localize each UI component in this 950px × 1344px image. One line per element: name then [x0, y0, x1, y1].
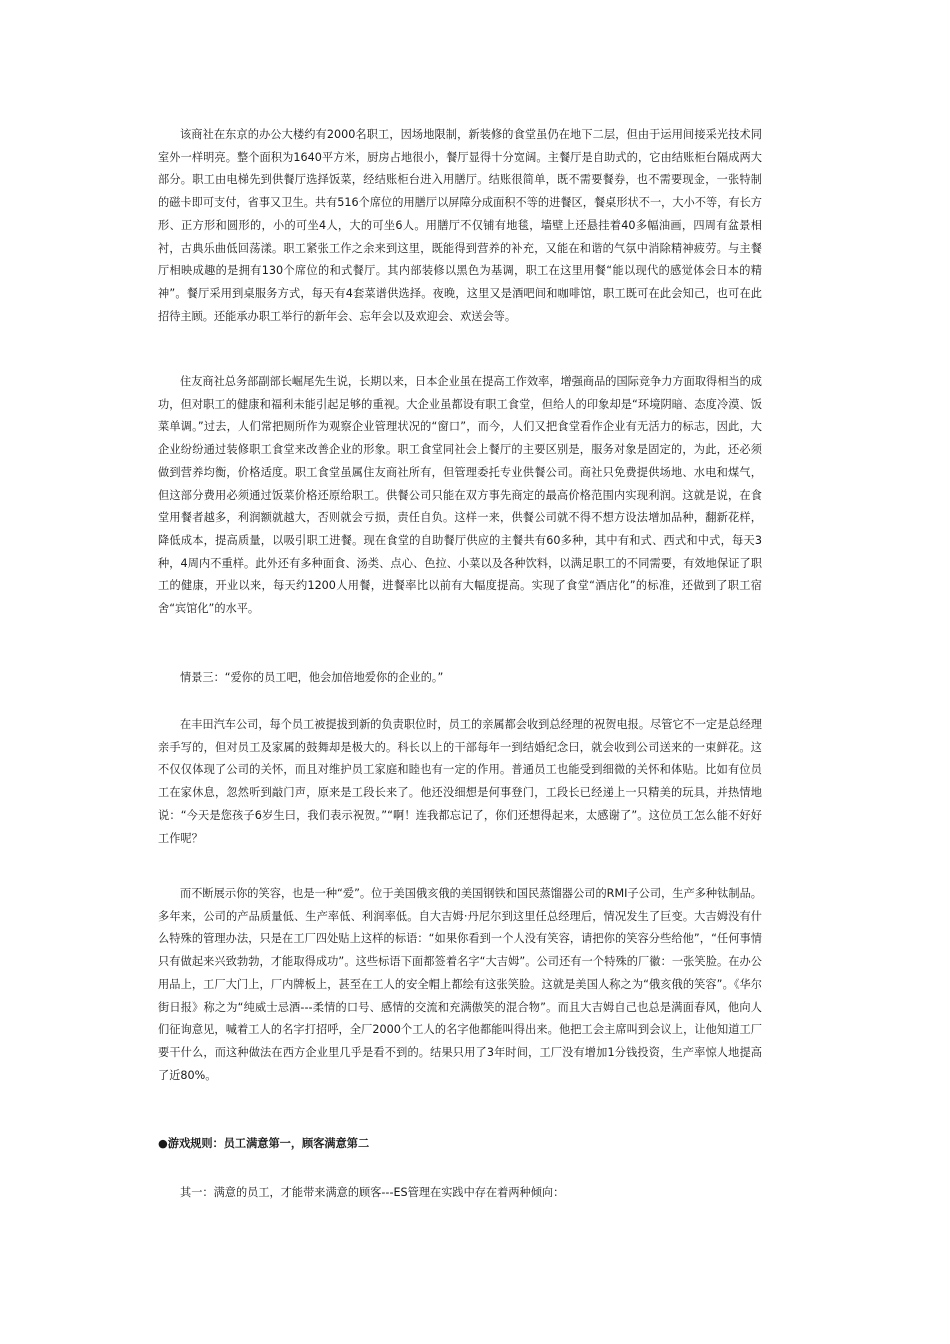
paragraph-scenario-three: 情景三：“爱你的员工吧，他会加倍地爱你的企业的。” — [180, 671, 444, 684]
paragraph-cafeteria-description: 该商社在东京的办公大楼约有2000名职工，因场地限制，新装修的食堂虽仍在地下二层，但由于运用间接采光技术同室外一样明亮。整个面积为1640平方米，厨房占地很小，餐厅显得十分宽阔。主餐厅是自助式的，它由结账柜台隔成两大部分。职工由电梯先到供餐厅选择饭菜，经结账柜台进入用膳厅。结账很简单，既不需要餐券，也不需要现金，一张特制的磁卡即可支付，省事又卫生。共有516个席位的用膳厅以屏障分成面积不等的进餐区，餐桌形状不一，大小不等，有长方形、正方形和圆形的，小的可坐4人，大的可坐6人。用膳厅不仅铺有地毯，墙壁上还悬挂着40多幅油画，四周有盆景相衬，古典乐曲低回荡漾。职工紧张工作之余来到这里，既能得到营养的补充，又能在和谐的气氛中消除精神疲劳。与主餐厅相映成趣的是拥有130个席位的和式餐厅。其内部装修以黑色为基调，职工在这里用餐“能以现代的感觉体会日本的精神”。餐厅采用到桌服务方式，每天有4套菜谱供选择。夜晚，这里又是酒吧间和咖啡馆，职工既可在此会知己，也可在此招待主顾。还能承办职工举行的新年会、忘年会以及欢迎会、欢送会等。 — [158, 128, 762, 323]
section-heading: ●游戏规则：员工满意第一，顾客满意第二 — [158, 1137, 370, 1150]
paragraph-smile-story: 而不断展示你的笑容，也是一种“爱”。位于美国俄亥俄的美国钢铁和国民蒸馏器公司的RMI子公司，生产多种钛制品。多年来，公司的产品质量低、生产率低、利润率低。自大吉姆·丹尼尔到这里任总经理后，情况发生了巨变。大吉姆没有什么特殊的管理办法，只是在工厂四处贴上这样的标语：“如果你看到一个人没有笑容，请把你的笑容分些给他”，“任何事情只有做起来兴致勃勃，才能取得成功”。这些标语下面都签着名字“大吉姆”。公司还有一个特殊的厂徽：一张笑脸。在办公用品上，工厂大门上，厂内牌板上，甚至在工人的安全帽上都绘有这张笑脸。这就是美国人称之为“俄亥俄的笑容”。《华尔街日报》称之为“纯威士忌酒---柔情的口号、感情的交流和充满傲笑的混合物”。而且大吉姆自己也总是满面春风，他向人们征询意见，喊着工人的名字打招呼，全厂2000个工人的名字他都能叫得出来。他把工会主席叫到会议上，让他知道工厂要干什么，而这种做法在西方企业里几乎是看不到的。结果只用了3年时间，工厂没有增加1分钱投资，生产率惊人地提高了近80%。 — [158, 887, 762, 1082]
paragraph-toyota-care: 在丰田汽车公司，每个员工被提拔到新的负责职位时，员工的亲属都会收到总经理的祝贺电报。尽管它不一定是总经理亲手写的，但对员工及家属的鼓舞却是极大的。科长以上的干部每年一到结婚纪念曰，就会收到公司送来的一束鲜花。这不仅仅体现了公司的关怀，而且对维护员工家庭和睦也有一定的作用。普通员工也能受到细微的关怀和体贴。比如有位员工在家休息，忽然听到敲门声，原来是工段长来了。他还没细想是何事登门，工段长已经递上一只精美的玩具，并热情地说：“今天是您孩子6岁生曰，我们表示祝贺。”“啊！连我都忘记了，你们还想得起来，太感谢了”。这位员工怎么能不好好工作呢？ — [158, 718, 762, 845]
paragraph-es-management: 其一：满意的员工，才能带来满意的顾客---ES管理在实践中存在着两种倾向： — [180, 1186, 565, 1199]
paragraph-sumitomo-interview: 住友商社总务部副部长崛尾先生说，长期以来，日本企业虽在提高工作效率，增强商品的国际竞争力方面取得相当的成功，但对职工的健康和福利未能引起足够的重视。大企业虽都设有职工食堂，但给人的印象却是“环境阴暗、态度冷漠、饭菜单调。”过去，人们常把厕所作为观察企业管理状况的“窗口”，而今，人们又把食堂看作企业有无活力的标志，因此，大企业纷纷通过装修职工食堂来改善企业的形象。职工食堂同社会上餐厅的主要区别是，服务对象是固定的，为此，还必须做到营养均衡，价格适度。职工食堂虽属住友商社所有，但管理委托专业供餐公司。商社只免费提供场地、水电和煤气，但这部分费用必须通过饭菜价格还原给职工。供餐公司只能在双方事先商定的最高价格范围内实现利润。这就是说，在食堂用餐者越多，利润额就越大，否则就会亏损，责任自负。这样一来，供餐公司就不得不想方设法增加品种，翻新花样，降低成本，提高质量，以吸引职工进餐。现在食堂的自助餐厅供应的主餐共有60多种，其中有和式、西式和中式，每天3种，4周内不重样。此外还有多种面食、汤类、点心、色拉、小菜以及各种饮料，以满足职工的不同需要，有效地保证了职工的健康，开业以来，每天约1200人用餐，进餐率比以前有大幅度提高。实现了食堂“酒店化”的标准，还做到了职工宿舍“宾馆化”的水平。 — [158, 375, 762, 616]
